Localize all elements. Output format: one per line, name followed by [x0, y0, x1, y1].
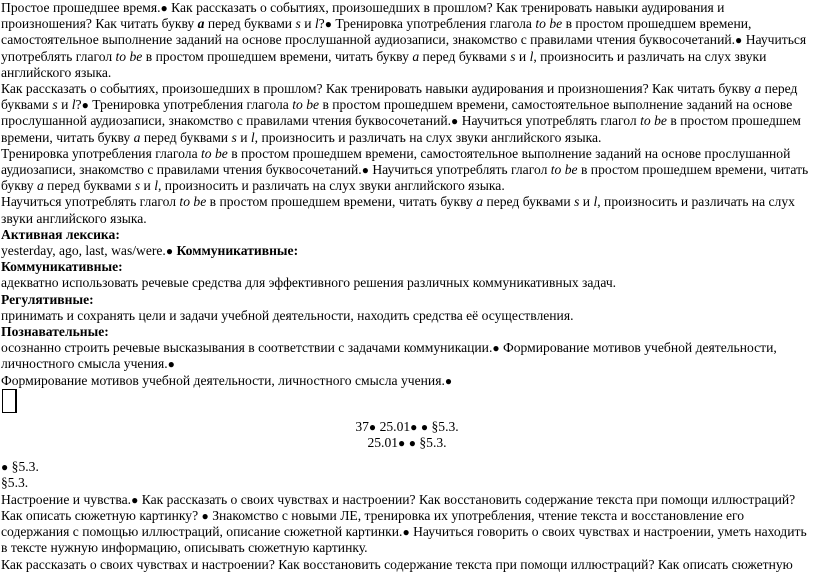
lesson-date: 25.01: [379, 418, 411, 434]
bullet-icon: ●: [451, 114, 459, 129]
activities-paragraph: Тренировка употребления глагола to be в простом прошедшем времени, самостоятельное выполнение заданий на основе прослушанной аудиозаписи, знакомство с правилами чтения буквосочетаний.● Научиться употреблять глагол to be в простом прошедшем времени, читать букву a перед буквами s и l, произносить и различать на слух звуки английского языка.: [1, 145, 809, 194]
vocab-line: yesterday, ago, last, was/were.● Коммуникативные:: [1, 243, 299, 259]
bullet-icon: ●: [160, 1, 168, 15]
goals-paragraph: Научиться употреблять глагол to be в простом прошедшем времени, читать букву a перед буквами s и l, произносить и различать на слух звуки английского языка.: [1, 194, 795, 226]
table-cell-box: [2, 389, 17, 413]
bullet-icon: ●: [324, 17, 332, 32]
bullet-icon: ●: [402, 525, 410, 540]
paragraph-ref-line: §5.3.: [1, 475, 29, 491]
lesson-topic-paragraph: Простое прошедшее время.● Как рассказать о событиях, произошедших в прошлом? Как тренировать навыки аудирования и произношения? Как читать букву a перед буквами s и l?● Тренировка употребления глагола to be в простом прошедшем времени, самостоятельное выполнение заданий на основе прослушанной аудиозаписи, знакомство с правилами чтения буквосочетаний.● Научиться употреблять глагол to be в простом прошедшем времени, читать букву a перед буквами s и l, произносить и различать на слух звуки английского языка.: [1, 0, 807, 80]
lesson-number: 37: [355, 418, 369, 434]
content-paragraph: Как рассказать о своих чувствах и настроении? Как восстановить содержание текста при помощи иллюстраций? Как описать сюжетную: [1, 556, 793, 572]
bullet-icon: ●: [492, 341, 500, 356]
bullet-icon: ●: [398, 436, 406, 451]
content-paragraph: Как рассказать о событиях, произошедших в прошлом? Как тренировать навыки аудирования и произношения? Как читать букву a перед буквами s и l?● Тренировка употребления глагола to be в простом прошедшем времени, самостоятельное выполнение заданий на основе прослушанной аудиозаписи, знакомство с правилами чтения буквосочетаний.● Научиться употреблять глагол to be в простом прошедшем времени, читать букву a перед буквами s и l, произносить и различать на слух звуки английского языка.: [1, 81, 801, 145]
lesson-row-1: [1, 419, 813, 435]
cog-heading: Познавательные:: [1, 324, 109, 340]
bullet-icon: ●: [410, 419, 418, 434]
bullet-icon: ●: [420, 419, 429, 434]
vocab-heading: Активная лексика:: [1, 226, 120, 242]
bullet-icon: ●: [131, 492, 139, 507]
lesson-paragraph-ref: §5.3.: [431, 418, 459, 434]
bullet-icon: ●: [1, 460, 9, 475]
bullet-icon: ●: [735, 33, 743, 48]
lesson-row-2: [1, 435, 813, 451]
bullet-icon: ●: [81, 98, 89, 113]
bullet-icon: ●: [444, 373, 453, 388]
lesson-title: Простое прошедшее время.: [1, 0, 161, 15]
bullet-icon: ●: [408, 436, 416, 451]
lesson-topic-paragraph: Настроение и чувства.● Как рассказать о своих чувствах и настроении? Как восстановить содержание текста при помощи иллюстраций? Как описать сюжетную картинку? ● Знакомство с новыми ЛЕ, тренировка их употребления, чтение текста и восстановление его содержания с помощью иллюстраций, описание сюжетной картинки.● Научиться говорить о своих чувствах и настроении, уметь находить в тексте нужную информацию, описывать сюжетную картинку.: [1, 491, 807, 556]
reg-text: принимать и сохранять цели и задачи учебной деятельности, находить средства её осуществления.: [1, 307, 574, 323]
bullet-icon: ●: [361, 163, 369, 178]
bullet-icon: ●: [201, 508, 209, 523]
motiv-text: Формирование мотивов учебной деятельности, личностного смысла учения.●: [1, 372, 453, 388]
bullet-icon: ●: [167, 357, 175, 372]
bullet-icon: ●: [368, 419, 377, 434]
cog-text: осознанно строить речевые высказывания в соответствии с задачами коммуникации.● Формирование мотивов учебной деятельности, личностного смысла учения.●: [1, 340, 777, 372]
lesson-date: 25.01: [367, 435, 399, 451]
reg-heading: Регулятивные:: [1, 291, 94, 307]
comm-heading: Коммуникативные:: [1, 259, 123, 275]
paragraph-ref-line: ● §5.3.: [1, 459, 39, 475]
vocab-words: yesterday, ago, last, was/were.: [1, 243, 166, 259]
lesson-paragraph-ref: §5.3.: [419, 435, 447, 451]
comm-text: адекватно использовать речевые средства для эффективного решения различных коммуникативных задач.: [1, 275, 617, 291]
bullet-icon: ●: [165, 244, 174, 259]
lesson-title: Настроение и чувства.: [1, 491, 132, 507]
